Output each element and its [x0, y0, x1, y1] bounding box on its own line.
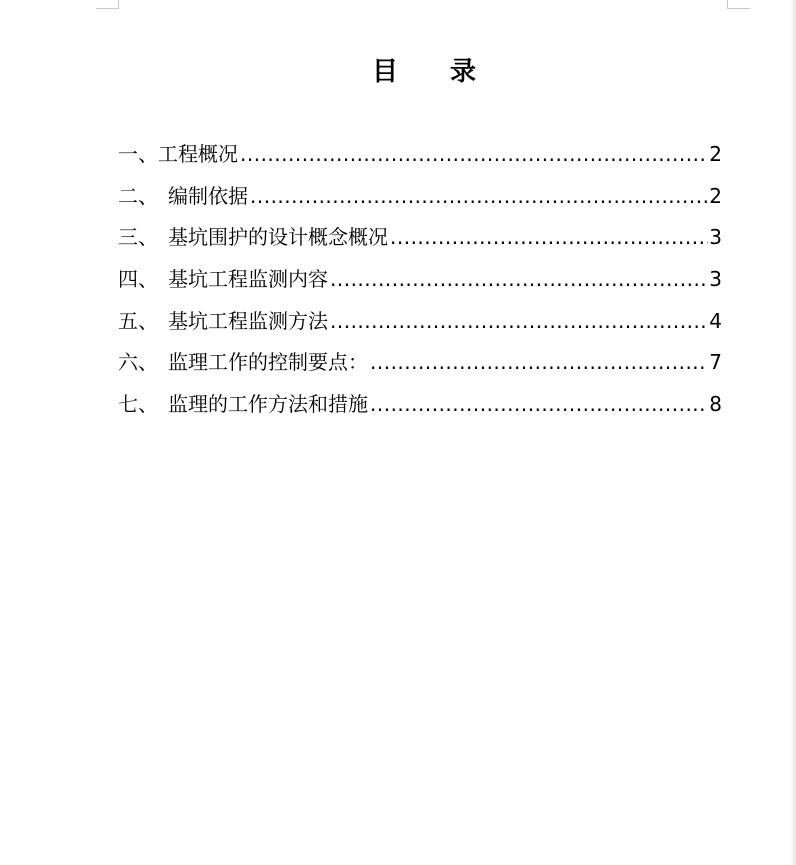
toc-entry[interactable]: [118, 384, 722, 426]
toc-entry-page: 4: [709, 308, 722, 333]
toc-entry-page: 2: [709, 141, 722, 166]
toc-dot-leader: [368, 342, 708, 384]
toc-title: 目 录: [371, 57, 476, 87]
toc-entry-text: 基坑工程监测内容: [168, 267, 328, 292]
toc-dot-leader: [238, 134, 708, 176]
toc-entry[interactable]: [118, 342, 722, 384]
toc-entry-text: 工程概况: [158, 141, 238, 166]
toc-entry-text: 基坑工程监测方法: [168, 308, 328, 333]
toc-dot-leader: [368, 384, 708, 426]
toc-dot-leader: [328, 301, 708, 343]
toc-entry[interactable]: [118, 176, 722, 218]
toc-entry-number: 三、: [118, 225, 168, 250]
toc-entry-text: 编制依据: [168, 183, 248, 208]
table-of-contents: [118, 134, 722, 426]
toc-dot-leader: [328, 259, 708, 301]
toc-entry-number: 六、: [118, 350, 168, 375]
toc-entry-text: 监理工作的控制要点：: [168, 350, 368, 375]
toc-entry-page: 3: [709, 225, 722, 250]
crop-mark-top-right: [727, 0, 750, 9]
toc-entry-page: 7: [709, 350, 722, 375]
toc-entry-text: 监理的工作方法和措施: [168, 392, 368, 417]
toc-entry-text: 基坑围护的设计概念概况: [168, 225, 388, 250]
crop-mark-top-left: [96, 0, 119, 9]
toc-entry-number: 一、: [118, 141, 158, 166]
toc-entry-number: 五、: [118, 308, 168, 333]
toc-dot-leader: [248, 176, 708, 218]
toc-entry[interactable]: [118, 134, 722, 176]
toc-dot-leader: [388, 217, 708, 259]
toc-entry[interactable]: [118, 301, 722, 343]
toc-entry-number: 四、: [118, 267, 168, 292]
toc-entry[interactable]: [118, 259, 722, 301]
toc-entry-page: 8: [709, 392, 722, 417]
toc-entry[interactable]: [118, 217, 722, 259]
toc-entry-page: 3: [709, 267, 722, 292]
page-edge-shadow: [790, 0, 796, 865]
toc-entry-number: 七、: [118, 392, 168, 417]
toc-entry-page: 2: [709, 183, 722, 208]
toc-entry-number: 二、: [118, 183, 168, 208]
